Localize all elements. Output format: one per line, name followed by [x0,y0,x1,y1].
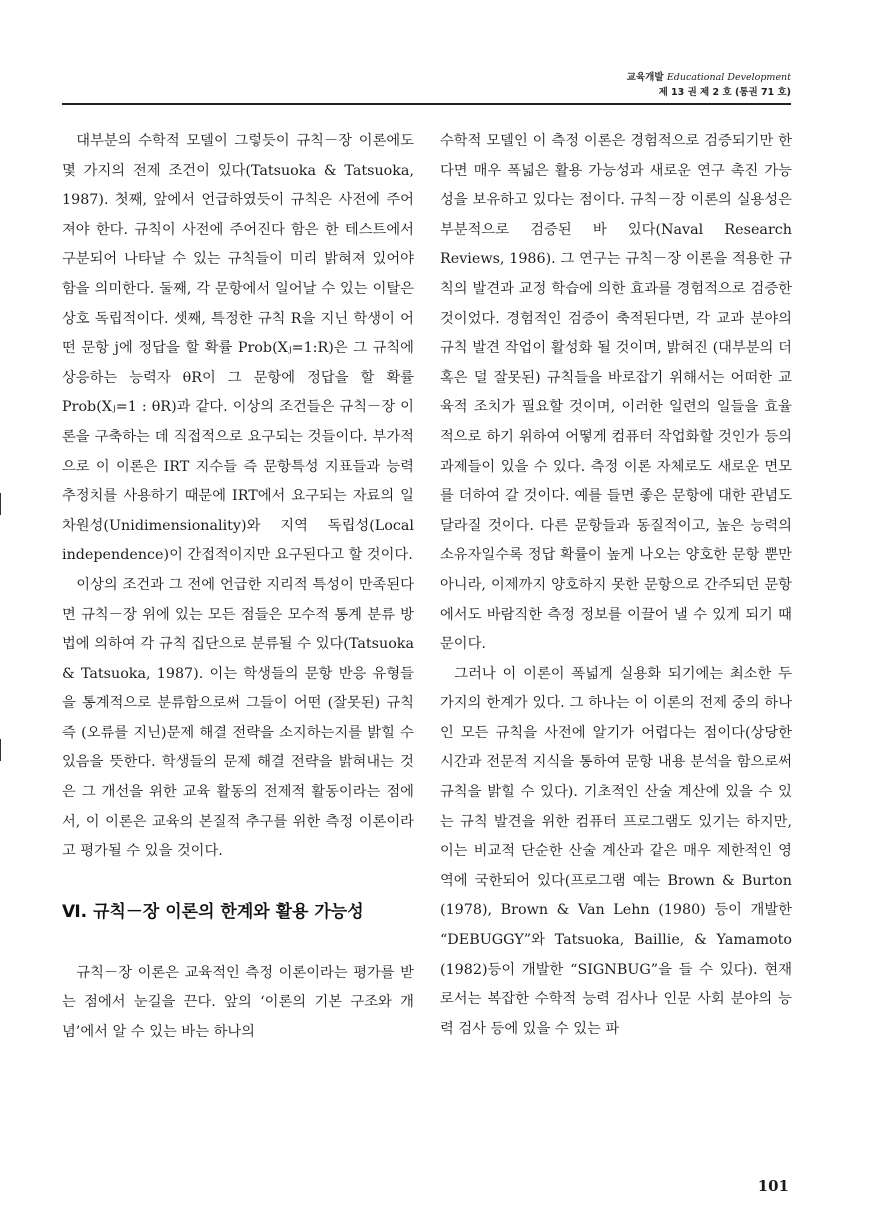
left-paragraph-3: 규칙－장 이론은 교육적인 측정 이론이라는 평가를 받는 점에서 눈길을 끈다. 앞의 ‘이론의 기본 구조와 개념’에서 알 수 있는 바는 하나의 [62,964,414,1041]
journal-title-ko: 교육개발 [626,72,664,83]
right-paragraph-2: 그러나 이 이론이 폭넓게 실용화 되기에는 최소한 두 가지의 한계가 있다. 그 하나는 이 이론의 전제 중의 하나인 모든 규칙을 사전에 알기가 어렵다는 점이다(상당한 시간과 전문적 지식을 통하여 문항 내용 분석을 함으로써 규칙을 밝힐 수 있다). 기초적인 산술 계산에 있을 수 있는 규칙 발견을 위한 컴퓨터 프로그램도 있기는 하지만, 이는 비교적 단순한 산술 계산과 같은 매우 제한적인 영역에 국한되어 있다(프로그램 예는 Brown & Burton (1978), Brown & Van Lehn (1980) 등이 개발한 “DEBUGGY”와 Tatsuoka, Baillie, & Yamamoto (1982)등이 개발한 “SIGNBUG”을 들 수 있다). 현재로서는 복잡한 수학적 능력 검사나 인문 사회 분야의 능력 검사 등에 있을 수 있는 파 [440,665,792,1037]
running-header [627,70,791,100]
issue-info: 제 13 권 제 2 호 (통권 71 호) [658,87,791,98]
left-column [62,127,414,1048]
journal-title [627,70,791,85]
left-paragraph-1: 대부분의 수학적 모델이 그렇듯이 규칙－장 이론에도 몇 가지의 전제 조건이 있다(Tatsuoka & Tatsuoka, 1987). 첫째, 앞에서 언급하였듯이 규칙은 사전에 주어져야 한다. 규칙이 사전에 주어진다 함은 한 테스트에서 구분되어 나타날 수 있는 규칙들이 미리 밝혀져 있어야 함을 의미한다. 둘째, 각 문항에서 일어날 수 있는 이탈은 상호 독립적이다. 셋째, 특정한 규칙 R을 지닌 학생이 어떤 문항 j에 정답을 할 확률 Prob(Xⱼ=1:R)은 그 규칙에 상응하는 능력자 θR이 그 문항에 정답을 할 확률 Prob(Xⱼ=1 : θR)과 같다. 이상의 조건들은 규칙－장 이론을 구축하는 데 직접적으로 요구되는 것들이다. 부가적으로 이 이론은 IRT 지수들 즉 문항특성 지표들과 능력 추정치를 사용하기 때문에 IRT에서 요구되는 자료의 일차원성(Unidimensionality)와 지역 독립성(Local independence)이 간접적이지만 요구된다고 할 것이다. [62,133,414,564]
header-rule [62,103,791,105]
left-paragraph-2: 이상의 조건과 그 전에 언급한 지리적 특성이 만족된다면 규칙－장 위에 있는 모든 점들은 모수적 통계 분류 방법에 의하여 각 규칙 집단으로 분류될 수 있다(Tatsuoka & Tatsuoka, 1987). 이는 학생들의 문항 반응 유형들을 통계적으로 분류함으로써 그들이 어떤 (잘못된) 규칙 즉 (오류를 지닌)문제 해결 전략을 소지하는지를 밝힐 수 있음을 뜻한다. 학생들의 문제 해결 전략을 밝혀내는 것은 그 개선을 위한 교육 활동의 전제적 활동이라는 점에서, 이 이론은 교육의 본질적 추구를 위한 측정 이론이라고 평가될 수 있을 것이다. [62,576,414,860]
right-column [440,127,792,1044]
margin-mark [0,739,1,761]
journal-title-en: Educational Development [666,72,791,83]
margin-mark [0,493,1,515]
page-number: 101 [757,1177,789,1195]
right-paragraph-1: 수학적 모델인 이 측정 이론은 경험적으로 검증되기만 한다면 매우 폭넓은 활용 가능성과 새로운 연구 촉진 가능성을 보유하고 있다는 점이다. 규칙－장 이론의 실용성은 부분적으로 검증된 바 있다(Naval Research Reviews, 1986). 그 연구는 규칙－장 이론을 적용한 규칙의 발견과 교정 학습에 의한 효과를 경험적으로 검증한 것이었다. 경험적인 검증이 축적된다면, 각 교과 분야의 규칙 발견 작업이 활성화 될 것이며, 밝혀진 (대부분의 더 혹은 덜 잘못된) 규칙들을 바로잡기 위해서는 어떠한 교육적 조치가 필요할 것이며, 이러한 일련의 일들을 효율적으로 하기 위하여 어떻게 컴퓨터 작업화할 것인가 등의 과제들이 있을 수 있다. 측정 이론 자체로도 새로운 면모를 더하여 갈 것이다. 예를 들면 좋은 문항에 대한 관념도 달라질 것이다. 다른 문항들과 동질적이고, 높은 능력의 소유자일수록 정답 확률이 높게 나오는 양호한 문항 뿐만 아니라, 이제까지 양호하지 못한 문항으로 간주되던 문항에서도 바람직한 측정 정보를 이끌어 낼 수 있게 되기 때문이다. [440,133,792,653]
section-heading: Ⅵ. 규칙－장 이론의 한계와 활용 가능성 [62,901,364,922]
